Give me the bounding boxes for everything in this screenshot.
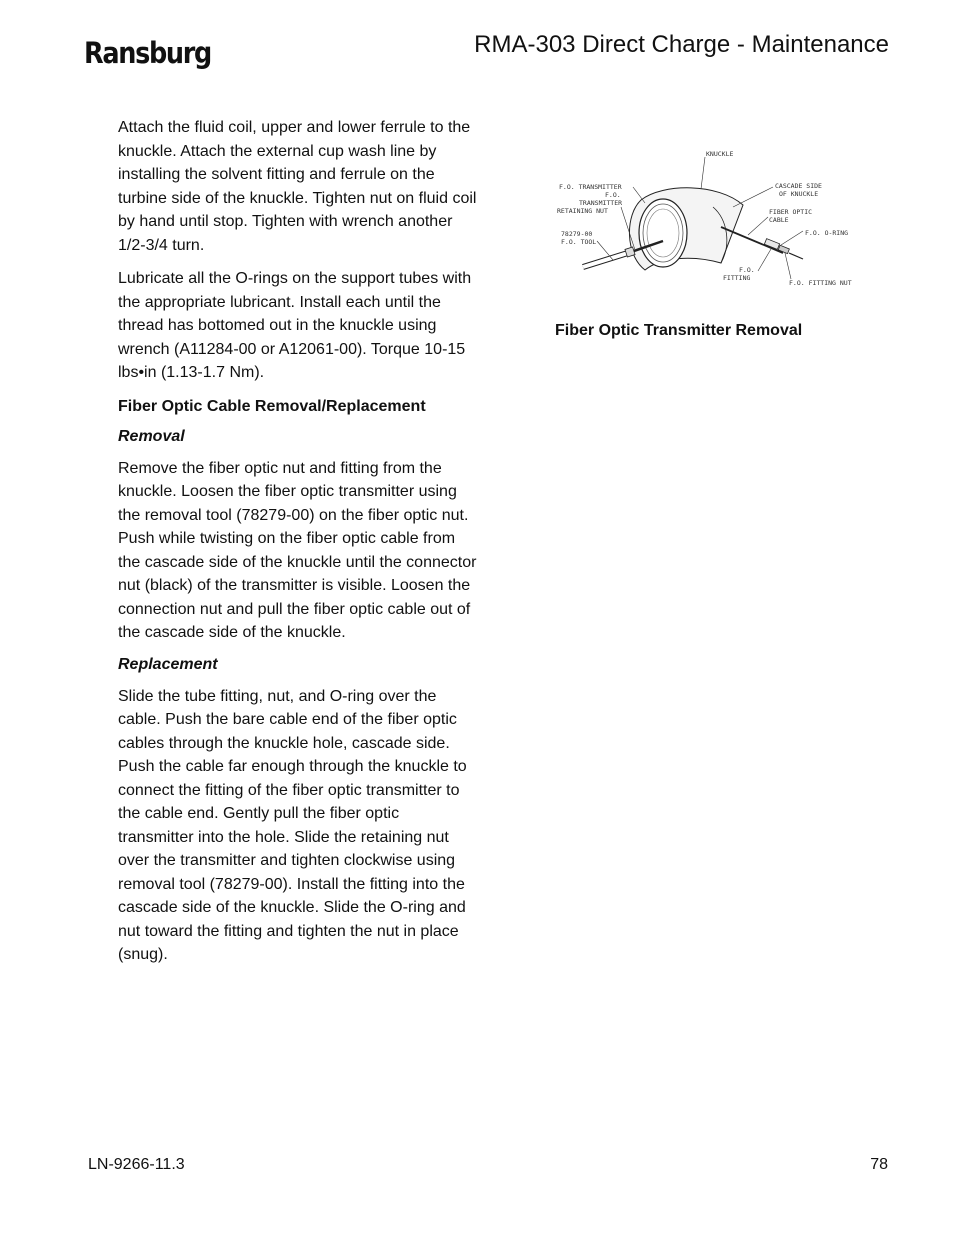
label-fo-fitting-2: FITTING [723,274,751,282]
label-retaining-nut-3: RETAINING NUT [557,207,608,215]
fiber-optic-figure [553,145,863,295]
label-fo-fitting-1: F.O. [739,266,755,274]
replacement-text: Slide the tube fitting, nut, and O-ring over the cable. Push the bare cable end of the fiber optic cables through the knuckle hole, cascade side. Push the cable far enough through the knuckle to connect the fitting of the fiber optic transmitter to the cable end. Gently pull the fiber optic transmitter into the hole. Slide the retaining nut over the transmitter and tighten clockwise using removal tool (78279-00). Install the fitting into the cascade side of the knuckle. Slide the O-ring and nut toward the fitting and tighten the nut in place (snug). [118,687,467,963]
paragraph-lubricate: Lubricate all the O-rings on the support tubes with the appropriate lubricant. Install each until the thread has bottomed out in the knuckle using wrench (A11284-00 or A12061-00). Torque 10-15 lbs•in (1.13-1.7 Nm). [118,270,472,381]
section-heading: Fiber Optic Cable Removal/Replacement [118,397,426,415]
replacement-heading: Replacement [118,655,218,673]
label-fo-transmitter: F.O. TRANSMITTER [559,183,622,191]
removal-text: Remove the fiber optic nut and fitting from the knuckle. Loosen the fiber optic transmitter using the removal tool (78279-00) on the fiber optic nut. Push while twisting on the fiber optic cable from the cascade side of the knuckle until the connector nut (black) of the transmitter is visible. Loosen the connection nut and pull the fiber optic cable out of the cascade side of the knuckle. [118,459,477,641]
label-retaining-nut-2: TRANSMITTER [579,199,623,207]
document-number: LN-9266-11.3 [88,1156,185,1173]
label-cascade-side-2: OF KNUCKLE [779,190,819,198]
label-fo-fitting-nut: F.O. FITTING NUT [789,279,852,287]
label-cascade-side-1: CASCADE SIDE [775,182,822,190]
label-fiber-optic-cable-1: FIBER OPTIC [769,208,813,216]
removal-heading: Removal [118,427,185,445]
label-retaining-nut-1: F.O. [605,191,621,199]
page-number: 78 [870,1156,888,1173]
ransburg-logo: Ransburg [84,36,211,70]
fiber-optic-cable [721,227,783,253]
label-fo-oring: F.O. O-RING [805,229,849,237]
label-knuckle: KNUCKLE [706,150,734,158]
paragraph-fluid-coil: Attach the fluid coil, upper and lower ferrule to the knuckle. Attach the external cup wash line by installing the solvent fitting and ferrule on the turbine side of the knuckle. Tighten nut on fluid coil by hand until stop. Tighten with wrench another 1/2-3/4 turn. [118,119,477,254]
left-column [118,116,478,977]
label-tool-part-number: 78279-00 [561,230,593,238]
figure-caption: Fiber Optic Transmitter Removal [555,322,803,339]
label-fiber-optic-cable-2: CABLE [769,216,789,224]
document-title: RMA-303 Direct Charge - Maintenance [474,31,889,58]
fiber-optic-diagram [553,145,863,295]
label-fo-tool: F.O. TOOL [561,238,597,246]
